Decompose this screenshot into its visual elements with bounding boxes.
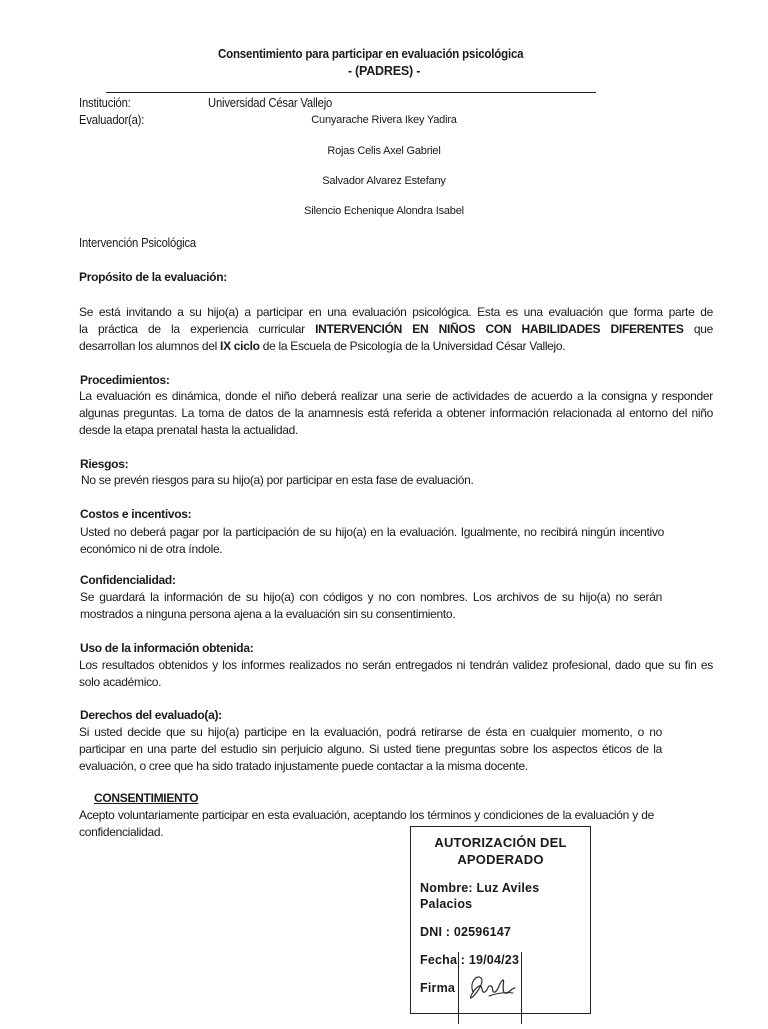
evaluator-name: Rojas Celis Axel Gabriel — [327, 145, 441, 157]
guardian-name: Palacios — [420, 897, 473, 911]
signature-label: Firma — [420, 981, 456, 995]
program-name: Intervención Psicológica — [79, 236, 196, 250]
section-heading-riesgos: Riesgos: — [80, 457, 129, 471]
authorization-title: APODERADO — [457, 852, 544, 867]
institution-value: Universidad César Vallejo — [208, 96, 333, 110]
section-heading-costos: Costos e incentivos: — [80, 507, 192, 521]
section-body-procedimientos: La evaluación es dinámica, donde el niño deberá realizar una serie de actividades de acuerdo a la consigna y responder algunas preguntas. La toma de datos de la anamnesis está referida a obtener información relacionada al entorno del niño desde la etapa prenatal hasta la actualidad. — [79, 389, 713, 437]
section-body-uso: Los resultados obtenidos y los informes realizados no serán entregados ni tendrán validez profesional, dado que su fin es solo académico. — [79, 658, 713, 689]
section-body-derechos: Si usted decide que su hijo(a) participe en la evaluación, podrá retirarse de ésta en cualquier momento, o no participar en una parte del estudio sin perjuicio alguno. Si usted tiene preguntas sobre los aspectos éticos de la evaluación, o cree que ha sido tratado injustamente puede contactar a la misma docente. — [79, 725, 662, 773]
document-title: Consentimiento para participar en evaluación psicológica — [218, 47, 524, 61]
section-heading-proposito: Propósito de la evaluación: — [79, 270, 227, 284]
header-divider — [106, 92, 596, 93]
handwritten-signature — [459, 952, 521, 1024]
section-body-costos: Usted no deberá pagar por la participación de su hijo(a) en la evaluación. Igualmente, no recibirá ningún incentivo económico ni de otra índole. — [80, 525, 664, 556]
guardian-dni: DNI : 02596147 — [420, 925, 512, 939]
section-body-riesgos: No se prevén riesgos para su hijo(a) por participar en esta fase de evaluación. — [81, 473, 474, 487]
section-heading-uso: Uso de la información obtenida: — [80, 641, 254, 655]
institution-label: Institución: — [79, 96, 131, 110]
evaluator-name: Cunyarache Rivera Ikey Yadira — [311, 114, 457, 126]
section-heading-confidencialidad: Confidencialidad: — [80, 573, 176, 587]
section-heading-consentimiento: CONSENTIMIENTO — [94, 791, 199, 805]
document-subtitle: - (PADRES) - — [347, 64, 421, 78]
section-heading-procedimientos: Procedimientos: — [80, 373, 170, 387]
evaluator-name: Silencio Echenique Alondra Isabel — [304, 205, 464, 217]
signature-frame — [458, 952, 522, 1024]
evaluator-name: Salvador Alvarez Estefany — [322, 175, 446, 187]
guardian-name: Nombre: Luz Aviles — [420, 881, 540, 895]
section-body-consentimiento: Acepto voluntariamente participar en esta evaluación, aceptando los términos y condiciones de la evaluación y de confidencialidad. — [79, 808, 654, 839]
section-body-proposito: Se está invitando a su hijo(a) a participar en una evaluación psicológica. Esta es una evaluación que forma parte de la práctica de la experiencia curricular INTERVENCIÓN EN NIÑOS CON HABILIDADES DIFERENTES que desarrollan los alumnos del IX ciclo de la Escuela de Psicología de la Universidad César Vallejo. — [79, 305, 713, 353]
section-body-confidencialidad: Se guardará la información de su hijo(a) con códigos y no con nombres. Los archivos de su hijo(a) no serán mostrados a ninguna persona ajena a la evaluación sin su consentimiento. — [80, 590, 662, 621]
authorization-title: AUTORIZACIÓN DEL — [434, 835, 567, 850]
section-heading-derechos: Derechos del evaluado(a): — [80, 708, 222, 722]
evaluator-label: Evaluador(a): — [79, 113, 145, 127]
authorization-date: Fecha : 19/04/23 — [420, 953, 520, 967]
